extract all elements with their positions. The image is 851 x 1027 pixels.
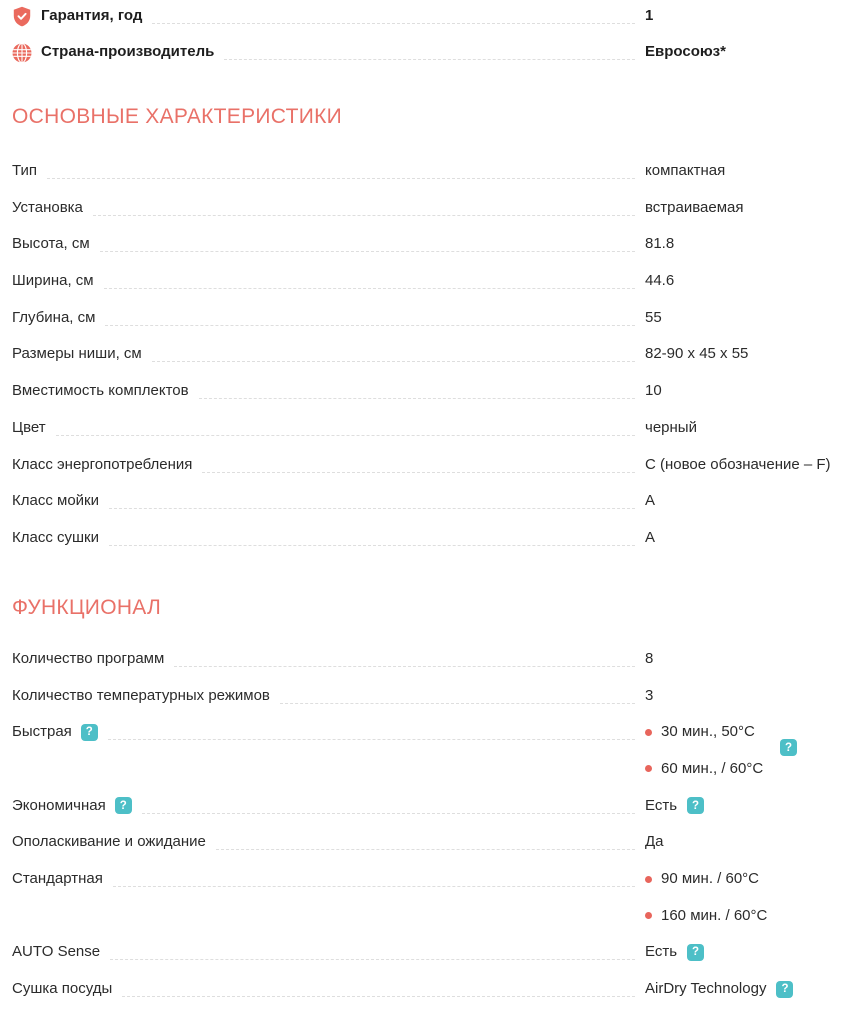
spec-label: Вместимость комплектов xyxy=(12,382,189,400)
spec-value: 60 мин., / 60°C xyxy=(645,758,839,780)
globe-icon xyxy=(12,42,32,63)
spec-value: 8 xyxy=(645,649,654,667)
dotted-leader xyxy=(109,508,635,509)
spec-label: Стандартная xyxy=(12,870,103,887)
dotted-leader xyxy=(280,703,635,704)
spec-label: Быстрая xyxy=(12,723,72,741)
table-row xyxy=(12,868,839,890)
dotted-leader xyxy=(100,251,635,252)
dotted-leader xyxy=(202,472,635,473)
table-row xyxy=(12,941,839,963)
spec-label: Экономичная xyxy=(12,796,106,814)
spec-label: Цвет xyxy=(12,418,46,436)
spec-value: 160 мин. / 60°C xyxy=(645,905,839,927)
spec-value: 90 мин. / 60°C xyxy=(645,868,839,890)
section-title-main-characteristics: ОСНОВНЫЕ ХАРАКТЕРИСТИКИ xyxy=(12,105,343,128)
spec-label: Сушка посуды xyxy=(12,980,113,998)
table-row xyxy=(12,41,839,63)
table-row-continuation xyxy=(12,758,839,780)
table-row xyxy=(12,233,839,255)
section-title-functionality: ФУНКЦИОНАЛ xyxy=(12,595,162,619)
dotted-leader xyxy=(110,959,635,960)
spec-value: 82-90 x 45 x 55 xyxy=(645,345,749,363)
dotted-leader xyxy=(216,849,635,850)
shield-check-icon xyxy=(12,6,32,27)
dotted-leader xyxy=(199,398,635,399)
spec-label: Установка xyxy=(12,198,83,216)
spec-label: Страна-производитель xyxy=(41,43,215,60)
help-icon[interactable]: ? xyxy=(81,724,98,741)
spec-group-standard-program xyxy=(12,868,839,927)
dotted-leader xyxy=(108,739,635,740)
spec-value: C (новое обозначение – F) xyxy=(645,455,831,473)
table-row xyxy=(12,417,839,439)
spec-value: Да xyxy=(645,833,664,851)
table-row xyxy=(12,160,839,182)
table-row xyxy=(12,527,839,549)
help-icon[interactable]: ? xyxy=(115,797,132,814)
table-row xyxy=(12,197,839,219)
table-row xyxy=(12,685,839,707)
table-row xyxy=(12,978,839,1000)
dotted-leader xyxy=(47,178,635,179)
dotted-leader xyxy=(142,813,635,814)
table-row xyxy=(12,490,839,512)
help-icon[interactable]: ? xyxy=(687,797,704,814)
table-row xyxy=(12,270,839,292)
spec-label: Размеры ниши, см xyxy=(12,345,142,363)
spec-value: 3 xyxy=(645,686,654,704)
spec-label: Класс мойки xyxy=(12,492,99,510)
dotted-leader xyxy=(224,59,635,60)
spec-value: 55 xyxy=(645,308,662,326)
spec-label: Количество программ xyxy=(12,649,165,667)
spec-label: Ополаскивание и ожидание xyxy=(12,833,206,851)
table-row xyxy=(12,831,839,853)
dotted-leader xyxy=(105,325,635,326)
spec-value: встраиваемая xyxy=(645,198,744,216)
table-row xyxy=(12,343,839,365)
spec-label: Высота, см xyxy=(12,235,90,253)
help-icon[interactable]: ? xyxy=(776,981,793,998)
help-icon[interactable]: ? xyxy=(780,739,797,756)
spec-value: A xyxy=(645,528,656,546)
dotted-leader xyxy=(56,435,635,436)
bullet-icon xyxy=(645,765,652,772)
dotted-leader xyxy=(174,666,635,667)
spec-label: Ширина, см xyxy=(12,272,94,290)
spec-label: Глубина, см xyxy=(12,308,96,326)
dotted-leader xyxy=(104,288,635,289)
spec-value: Евросоюз* xyxy=(645,43,726,60)
spec-value: A xyxy=(645,492,656,510)
spec-value: 44.6 xyxy=(645,272,675,290)
spec-value: Есть ? xyxy=(645,795,839,817)
spec-value: 10 xyxy=(645,382,662,400)
spec-group-quick-program xyxy=(12,721,839,780)
dotted-leader xyxy=(122,996,635,997)
spec-value: 81.8 xyxy=(645,235,675,253)
dotted-leader xyxy=(113,886,635,887)
dotted-leader xyxy=(152,23,635,24)
spec-label: Гарантия, год xyxy=(41,7,143,24)
section-main-characteristics xyxy=(12,160,839,549)
spec-value: компактная xyxy=(645,162,726,179)
table-row xyxy=(12,795,839,817)
spec-value: 30 мин., 50°C xyxy=(645,721,839,743)
dotted-leader xyxy=(93,215,635,216)
table-row xyxy=(12,380,839,402)
spec-value: Есть ? xyxy=(645,941,839,963)
table-row-continuation xyxy=(12,905,839,927)
help-icon[interactable]: ? xyxy=(687,944,704,961)
spec-label: Количество температурных режимов xyxy=(12,686,270,704)
table-row xyxy=(12,721,839,743)
spec-label: Класс сушки xyxy=(12,528,99,546)
section-functionality xyxy=(12,648,839,1000)
table-row xyxy=(12,5,839,27)
spec-label: Тип xyxy=(12,162,38,179)
table-row xyxy=(12,454,839,476)
spec-value: черный xyxy=(645,418,697,436)
bullet-icon xyxy=(645,912,652,919)
dotted-leader xyxy=(152,361,635,362)
spec-value: AirDry Technology ? xyxy=(645,978,839,1000)
spec-label: Класс энергопотребления xyxy=(12,455,193,473)
bullet-icon xyxy=(645,729,652,736)
spec-value: 1 xyxy=(645,7,654,24)
spec-label: AUTO Sense xyxy=(12,943,101,961)
table-row xyxy=(12,648,839,670)
top-spec-block xyxy=(12,4,839,63)
bullet-icon xyxy=(645,876,652,883)
dotted-leader xyxy=(109,545,635,546)
table-row xyxy=(12,307,839,329)
